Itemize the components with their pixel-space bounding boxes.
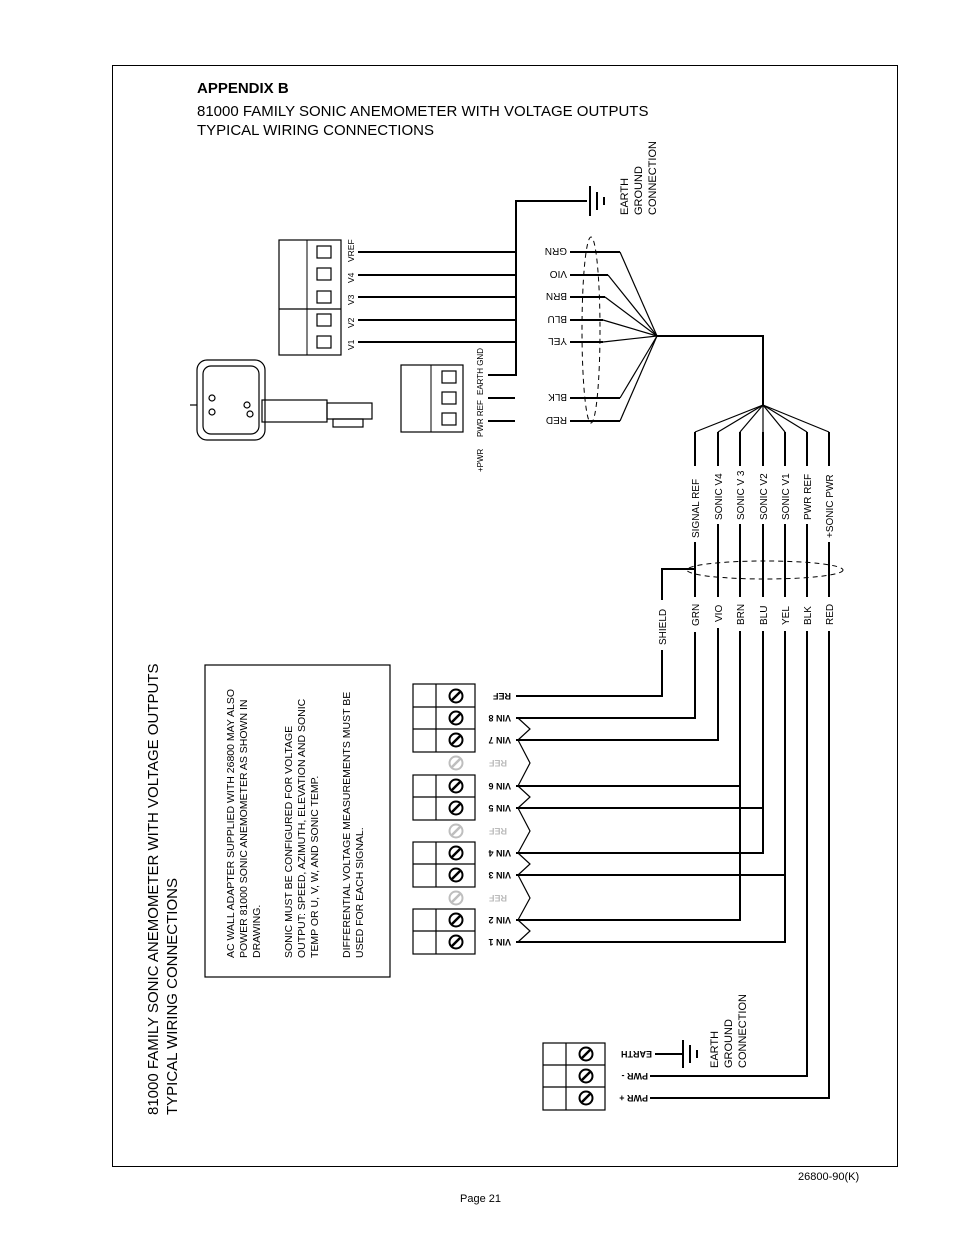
anemometer-icon bbox=[190, 360, 372, 440]
note-line: TEMP OR U, V, W, AND SONIC TEMP. bbox=[309, 775, 321, 958]
rotated-title bbox=[145, 664, 181, 1115]
logger-terminal-label: REF bbox=[489, 893, 507, 903]
note-line: DRAWING. bbox=[251, 904, 263, 958]
screw-icon bbox=[450, 847, 463, 860]
power-screws bbox=[580, 1048, 593, 1105]
cable-color-label: YEL bbox=[781, 606, 792, 625]
power-terminal-label: PWR - bbox=[621, 1071, 648, 1081]
note-line: DIFFERENTIAL VOLTAGE MEASUREMENTS MUST BE bbox=[341, 691, 353, 958]
screw-icon bbox=[450, 892, 463, 905]
power-earth-line: GROUND bbox=[723, 1019, 735, 1068]
cable-color-label: RED bbox=[825, 603, 836, 625]
logger-terminal-label: VIN 1 bbox=[488, 937, 511, 947]
sensor-signal-terminal-block bbox=[279, 240, 341, 355]
power-terminal-labels bbox=[619, 1049, 652, 1103]
cable-function-label: +SONIC PWR bbox=[825, 474, 836, 538]
sensor-terminal-labels bbox=[346, 239, 356, 350]
rotated-title-line2: TYPICAL WIRING CONNECTIONS bbox=[164, 878, 181, 1115]
earth-ground-line: EARTH bbox=[619, 177, 631, 215]
sensor-power-labels bbox=[476, 348, 485, 472]
logger-terminal-blocks bbox=[413, 684, 475, 954]
note-line: USED FOR EACH SIGNAL. bbox=[354, 827, 366, 958]
power-terminal-block bbox=[543, 1043, 605, 1110]
screw-icon bbox=[450, 802, 463, 815]
diagram-subtitle-line2: TYPICAL WIRING CONNECTIONS bbox=[197, 122, 434, 139]
sensor-power-terminal-block bbox=[401, 365, 463, 432]
notes-text bbox=[225, 689, 366, 958]
logger-wires bbox=[516, 628, 829, 1098]
sensor-wires bbox=[358, 201, 620, 421]
screw-icon bbox=[450, 825, 463, 838]
wire-color-label: BRN bbox=[545, 290, 567, 301]
shield-ellipse bbox=[582, 237, 600, 423]
wire-color-label: BLK bbox=[548, 391, 567, 402]
logger-terminal-label: VIN 7 bbox=[488, 735, 511, 745]
earth-ground-line: CONNECTION bbox=[647, 141, 659, 215]
logger-terminal-labels bbox=[488, 691, 511, 947]
logger-terminal-label: VIN 8 bbox=[488, 713, 511, 723]
note-line: OUTPUT: SPEED, AZIMUTH, ELEVATION AND SONIC bbox=[296, 698, 308, 958]
screw-icon bbox=[450, 914, 463, 927]
cable-color-label: BLK bbox=[803, 606, 814, 625]
power-earth-ground-icon bbox=[655, 1040, 697, 1068]
screw-icon bbox=[580, 1092, 593, 1105]
note-line: SONIC MUST BE CONFIGURED FOR VOLTAGE bbox=[283, 725, 295, 958]
terminal-label: +PWR bbox=[476, 448, 485, 472]
appendix-title: APPENDIX B bbox=[197, 80, 289, 97]
cable-color-label: BRN bbox=[736, 603, 747, 625]
screw-icon bbox=[450, 734, 463, 747]
cable-wires-top bbox=[695, 432, 829, 466]
note-line: AC WALL ADAPTER SUPPLIED WITH 26800 MAY ALSO bbox=[225, 688, 237, 958]
terminal-label: V2 bbox=[346, 317, 356, 328]
cable-function-label: SONIC V 3 bbox=[736, 470, 747, 520]
cable-function-label: PWR REF bbox=[803, 473, 814, 520]
power-earth-line: EARTH bbox=[709, 1030, 721, 1068]
screw-icon bbox=[450, 757, 463, 770]
cable-color-label: SHIELD bbox=[658, 608, 669, 645]
logger-terminal-label: REF bbox=[489, 758, 507, 768]
terminal-label: V4 bbox=[346, 272, 356, 283]
terminal-label: V3 bbox=[346, 294, 356, 305]
page-number: Page 21 bbox=[460, 1193, 501, 1205]
cable-wires-middle bbox=[662, 524, 829, 600]
logger-terminal-label: VIN 5 bbox=[488, 803, 511, 813]
terminal-label: EARTH GND bbox=[476, 348, 485, 395]
terminal-label: V1 bbox=[346, 339, 356, 350]
sensor-wire-color-labels bbox=[545, 245, 567, 425]
logger-terminal-label: REF bbox=[493, 691, 511, 701]
earth-ground-line: GROUND bbox=[633, 166, 645, 215]
power-earth-ground-label bbox=[709, 994, 749, 1068]
screw-icon bbox=[450, 869, 463, 882]
screw-icon bbox=[580, 1070, 593, 1083]
terminal-label: PWR REF bbox=[476, 400, 485, 437]
rotated-title-line1: 81000 FAMILY SONIC ANEMOMETER WITH VOLTAGE OUTPUTS bbox=[145, 663, 162, 1115]
logger-terminal-label: VIN 6 bbox=[488, 781, 511, 791]
cable-fanout bbox=[695, 405, 829, 432]
cable-shield-ellipse bbox=[687, 561, 843, 579]
cable-function-label: SIGNAL REF bbox=[691, 478, 702, 538]
cable-color-label: VIO bbox=[714, 604, 725, 622]
screw-icon bbox=[580, 1048, 593, 1061]
wire-color-label: BLU bbox=[547, 313, 567, 324]
earth-ground-label bbox=[619, 141, 659, 215]
diagram-subtitle-line1: 81000 FAMILY SONIC ANEMOMETER WITH VOLTAGE OUTPUTS bbox=[197, 103, 649, 120]
cable-color-label: GRN bbox=[691, 603, 702, 626]
wire-color-label: GRN bbox=[544, 245, 567, 256]
cable-color-labels bbox=[658, 604, 836, 645]
document-number: 26800-90(K) bbox=[798, 1171, 860, 1183]
earth-ground-icon bbox=[590, 186, 604, 216]
cable-function-label: SONIC V2 bbox=[759, 473, 770, 520]
screw-icon bbox=[450, 780, 463, 793]
power-earth-line: CONNECTION bbox=[737, 994, 749, 1068]
logger-terminal-label: VIN 4 bbox=[488, 848, 511, 858]
power-terminal-label: PWR + bbox=[619, 1093, 648, 1103]
wire-convergence bbox=[603, 252, 763, 421]
cable-function-label: SONIC V4 bbox=[714, 473, 725, 520]
screw-icon bbox=[450, 690, 463, 703]
logger-terminal-label: VIN 2 bbox=[488, 915, 511, 925]
note-line: POWER 81000 SONIC ANEMOMETER AS SHOWN IN bbox=[238, 699, 250, 958]
cable-color-label: BLU bbox=[759, 605, 770, 625]
logger-terminal-label: REF bbox=[489, 826, 507, 836]
screw-icon bbox=[450, 936, 463, 949]
logger-terminal-label: VIN 3 bbox=[488, 870, 511, 880]
cable-function-label: SONIC V1 bbox=[781, 473, 792, 520]
wire-color-label: YEL bbox=[548, 335, 567, 346]
power-terminal-label: EARTH bbox=[621, 1049, 652, 1059]
screw-icon bbox=[450, 712, 463, 725]
wire-color-label: VIO bbox=[549, 268, 567, 279]
terminal-label: VREF bbox=[346, 239, 356, 262]
differential-jumpers bbox=[518, 718, 530, 942]
wire-color-label: RED bbox=[545, 414, 567, 425]
